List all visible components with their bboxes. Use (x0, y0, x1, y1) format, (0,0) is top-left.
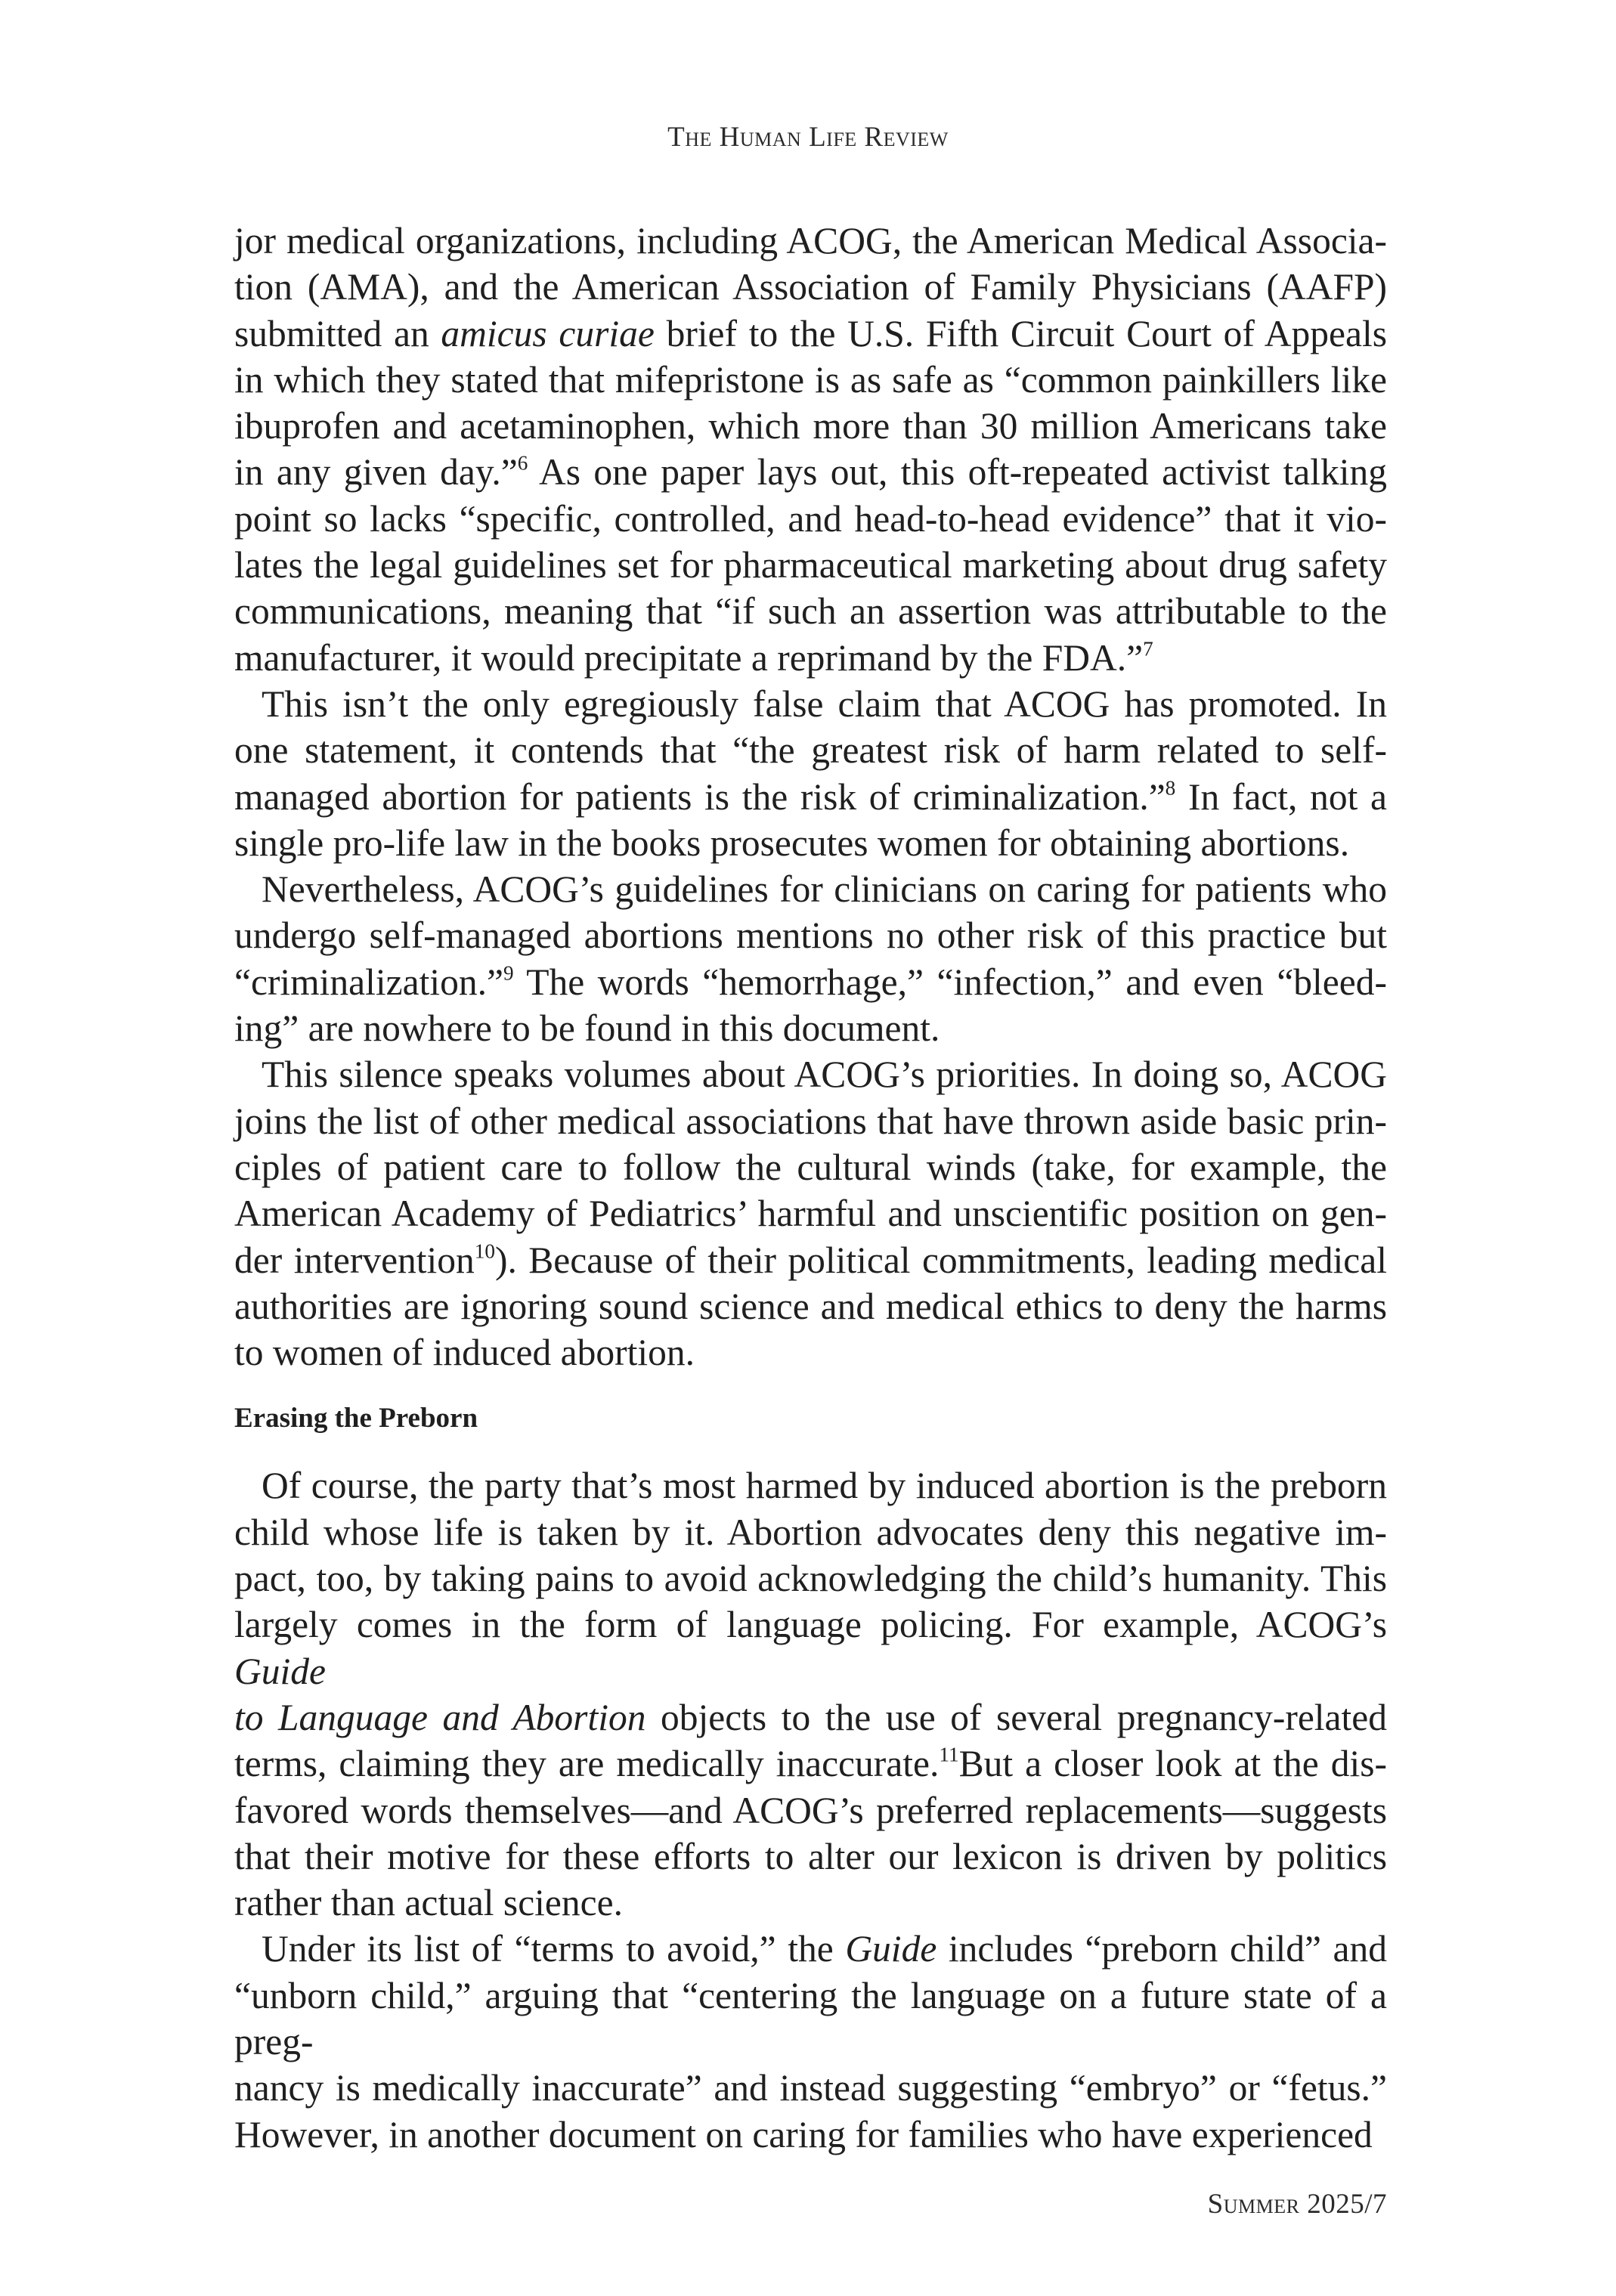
text-line: managed abortion for patients is the risk of criminalization.”$^8$ In fact, not a (234, 775, 1387, 818)
italic-title: Guide (234, 1650, 326, 1692)
text-line: communications, meaning that “if such an assertion was attributable to the (234, 590, 1387, 633)
text-line: Under its list of “terms to avoid,” the Guide includes “preborn child” and (262, 1928, 1387, 1970)
article-body (234, 218, 1387, 2158)
text-line: der intervention$^{10}$). Because of their political commitments, leading medical (234, 1239, 1387, 1281)
text-line: in which they stated that mifepristone is as safe as “common painkillers like (234, 358, 1387, 401)
text-line: “unborn child,” arguing that “centering the language on a future state of a preg- (234, 1974, 1387, 2062)
page-folio: Summer 2025/7 (1207, 2189, 1387, 2220)
text-line: point so lacks “specific, controlled, and head-to-head evidence” that it vio- (234, 497, 1387, 540)
text-line: “criminalization.”$^9$ The words “hemorrhage,” “infection,” and even “bleed- (234, 961, 1387, 1003)
text-line: one statement, it contends that “the greatest risk of harm related to self- (234, 729, 1387, 772)
text-line: single pro-life law in the books prosecutes women for obtaining abortions. (234, 822, 1350, 864)
italic-title: amicus curiae (441, 312, 655, 354)
text-line: lates the legal guidelines set for pharmaceutical marketing about drug safety (234, 544, 1387, 586)
text-line: manufacturer, it would precipitate a reprimand by the FDA.”$^7$ (234, 636, 1153, 679)
text-line: to women of induced abortion. (234, 1332, 695, 1374)
text-line: This silence speaks volumes about ACOG’s priorities. In doing so, ACOG (262, 1054, 1387, 1096)
text-line: Nevertheless, ACOG’s guidelines for clinicians on caring for patients who (262, 868, 1387, 911)
footnote-marker: 8 (1165, 775, 1176, 799)
text-line: Of course, the party that’s most harmed by induced abortion is the preborn (262, 1465, 1387, 1507)
text-line: favored words themselves—and ACOG’s preferred replacements—suggests (234, 1789, 1387, 1831)
italic-title: to Language and Abortion (234, 1696, 646, 1738)
footnote-marker: 6 (517, 451, 528, 475)
text-line: submitted an amicus curiae brief to the U.S. Fifth Circuit Court of Appeals (234, 312, 1387, 354)
text-line: in any given day.”$^6$ As one paper lays out, this oft-repeated activist talking (234, 451, 1387, 494)
footnote-marker: 11 (939, 1743, 959, 1766)
text-line: ing” are nowhere to be found in this document. (234, 1007, 940, 1050)
italic-title: Guide (845, 1928, 937, 1970)
text-line: largely comes in the form of language policing. For example, ACOG’s Guide (234, 1604, 1387, 1692)
text-line: ibuprofen and acetaminophen, which more than 30 million Americans take (234, 405, 1387, 447)
text-line: This isn’t the only egregiously false claim that ACOG has promoted. In (262, 682, 1387, 725)
text-line: to Language and Abortion objects to the use of several pregnancy-related (234, 1696, 1387, 1738)
footnote-marker: 10 (474, 1239, 496, 1262)
footnote-marker: 7 (1143, 637, 1153, 661)
text-line: nancy is medically inaccurate” and instead suggesting “embryo” or “fetus.” (234, 2067, 1387, 2109)
text-line: terms, claiming they are medically inaccurate.$^{11}$But a closer look at the dis- (234, 1743, 1387, 1785)
text-line: undergo self-managed abortions mentions no other risk of this practice but (234, 914, 1387, 957)
text-line: American Academy of Pediatrics’ harmful and unscientific position on gen- (234, 1193, 1387, 1235)
text-line: However, in another document on caring for families who have experienced (234, 2113, 1373, 2155)
text-line: child whose life is taken by it. Abortion advocates deny this negative im- (234, 1511, 1387, 1553)
text-line: ciples of patient care to follow the cultural winds (take, for example, the (234, 1146, 1387, 1188)
running-head: The Human Life Review (667, 122, 949, 153)
text-line: authorities are ignoring sound science and medical ethics to deny the harms (234, 1285, 1387, 1327)
text-line: jor medical organizations, including ACOG, the American Medical Associa- (234, 220, 1387, 261)
text-line: that their motive for these efforts to alter our lexicon is driven by politics (234, 1835, 1387, 1877)
text-line: pact, too, by taking pains to avoid acknowledging the child’s humanity. This (234, 1558, 1387, 1600)
text-line: rather than actual science. (234, 1882, 623, 1924)
footnote-marker: 9 (503, 961, 514, 985)
text-line: tion (AMA), and the American Association of Family Physicians (AAFP) (234, 266, 1387, 308)
text-line: joins the list of other medical associations that have thrown aside basic prin- (234, 1100, 1387, 1142)
section-heading: Erasing the Preborn (234, 1403, 478, 1434)
